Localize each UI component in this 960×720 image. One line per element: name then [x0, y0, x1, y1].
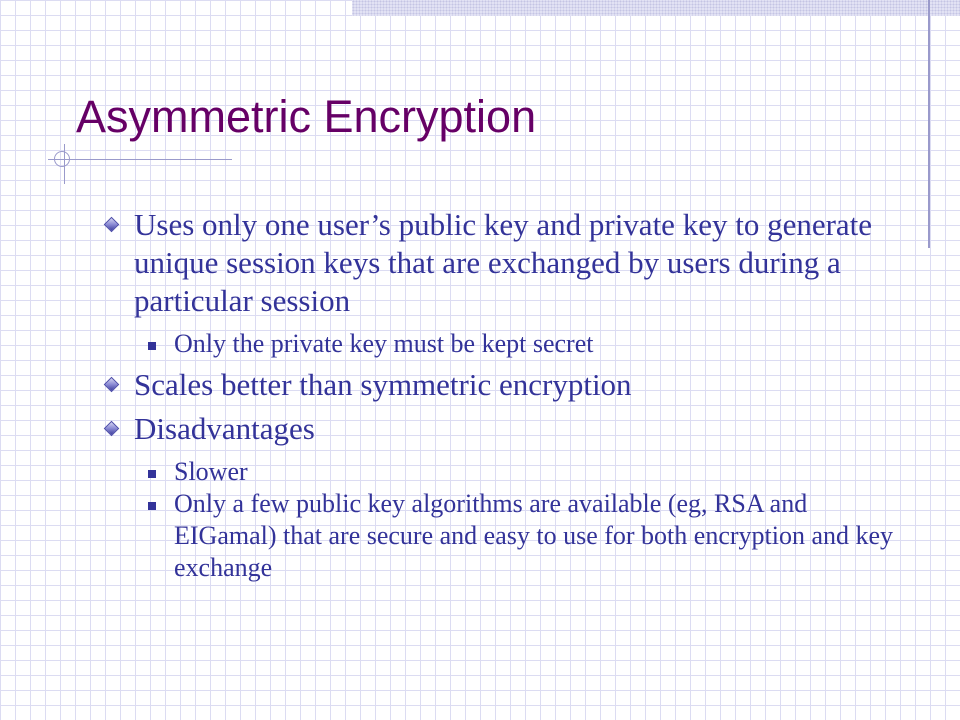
diamond-icon: [104, 217, 120, 233]
bullet-text: Scales better than symmetric encryption: [134, 367, 632, 402]
sub-bullet-text: Only a few public key algorithms are available (eg, RSA and EIGamal) that are secure and easy to use for both encryption and key exchange: [174, 489, 894, 582]
sub-bullet-list: [134, 328, 904, 360]
diamond-icon: [104, 421, 120, 437]
right-vertical-rule: [928, 0, 930, 248]
slide-title: Asymmetric Encryption: [76, 91, 537, 142]
bullet-item: [104, 366, 904, 404]
sub-bullet-item: [104, 328, 904, 360]
bullet-text: Disadvantages: [134, 411, 315, 446]
sub-bullet-text: Only the private key must be kept secret: [174, 329, 594, 358]
bullet-item: [104, 410, 904, 584]
top-decor-band: [352, 0, 960, 16]
sub-bullet-list: [134, 456, 904, 584]
bullet-text: Uses only one user’s public key and private key to generate unique session keys that are exchanged by users during a particular session: [134, 207, 873, 318]
square-icon: [148, 502, 156, 510]
square-icon: [148, 470, 156, 478]
bullet-item: [104, 206, 904, 360]
title-underline-rule: [48, 159, 232, 160]
sub-bullet-item: [104, 456, 904, 488]
sub-bullet-text: Slower: [174, 457, 248, 486]
sub-bullet-item: [104, 488, 904, 584]
title-ring-ornament: [54, 151, 70, 167]
bullet-list: [104, 206, 904, 584]
square-icon: [148, 342, 156, 350]
diamond-icon: [104, 377, 120, 393]
